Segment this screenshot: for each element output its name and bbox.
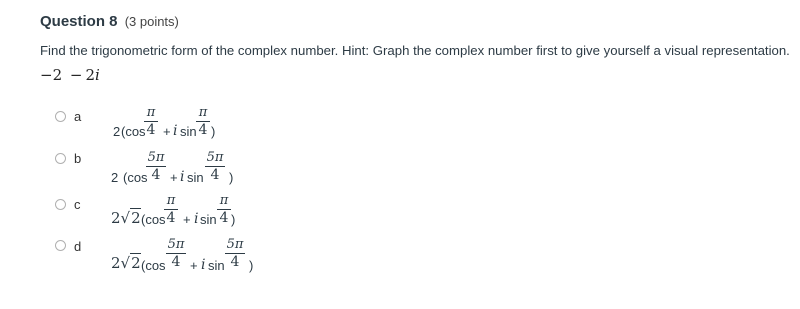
option-c-frac-2: π 4 [217,193,231,226]
option-d-frac-1: 5π 4 [167,237,185,270]
option-c-frac-1: π 4 [164,193,178,226]
option-a-frac-1: π 4 [144,105,158,138]
option-a-letter: a [74,109,82,124]
option-d-letter: d [74,239,82,254]
question-points: (3 points) [124,14,179,29]
option-c-letter: c [74,197,81,212]
option-d-radio[interactable] [55,240,66,251]
option-b-frac-2: 5π 4 [206,150,224,183]
option-d-frac-2: 5π 4 [226,237,244,270]
sqrt-symbol: √ [120,209,131,227]
complex-number: −2 − 2i [40,66,100,84]
option-c-modulus: 2√2 [111,209,141,227]
option-a-frac-2: π 4 [196,105,210,138]
option-b-radio[interactable] [55,153,66,164]
option-c-radio[interactable] [55,199,66,210]
question-header [40,13,179,30]
option-b-frac-1: 5π 4 [147,150,165,183]
question-title: Question 8 [40,13,118,30]
option-b-letter: b [74,151,82,166]
option-a-radio[interactable] [55,111,66,122]
option-d-modulus: 2√2 [111,254,141,272]
sqrt-symbol: √ [120,254,131,272]
question-prompt: Find the trigonometric form of the complex number. Hint: Graph the complex number first to give yourself a visual representation. [40,43,790,58]
